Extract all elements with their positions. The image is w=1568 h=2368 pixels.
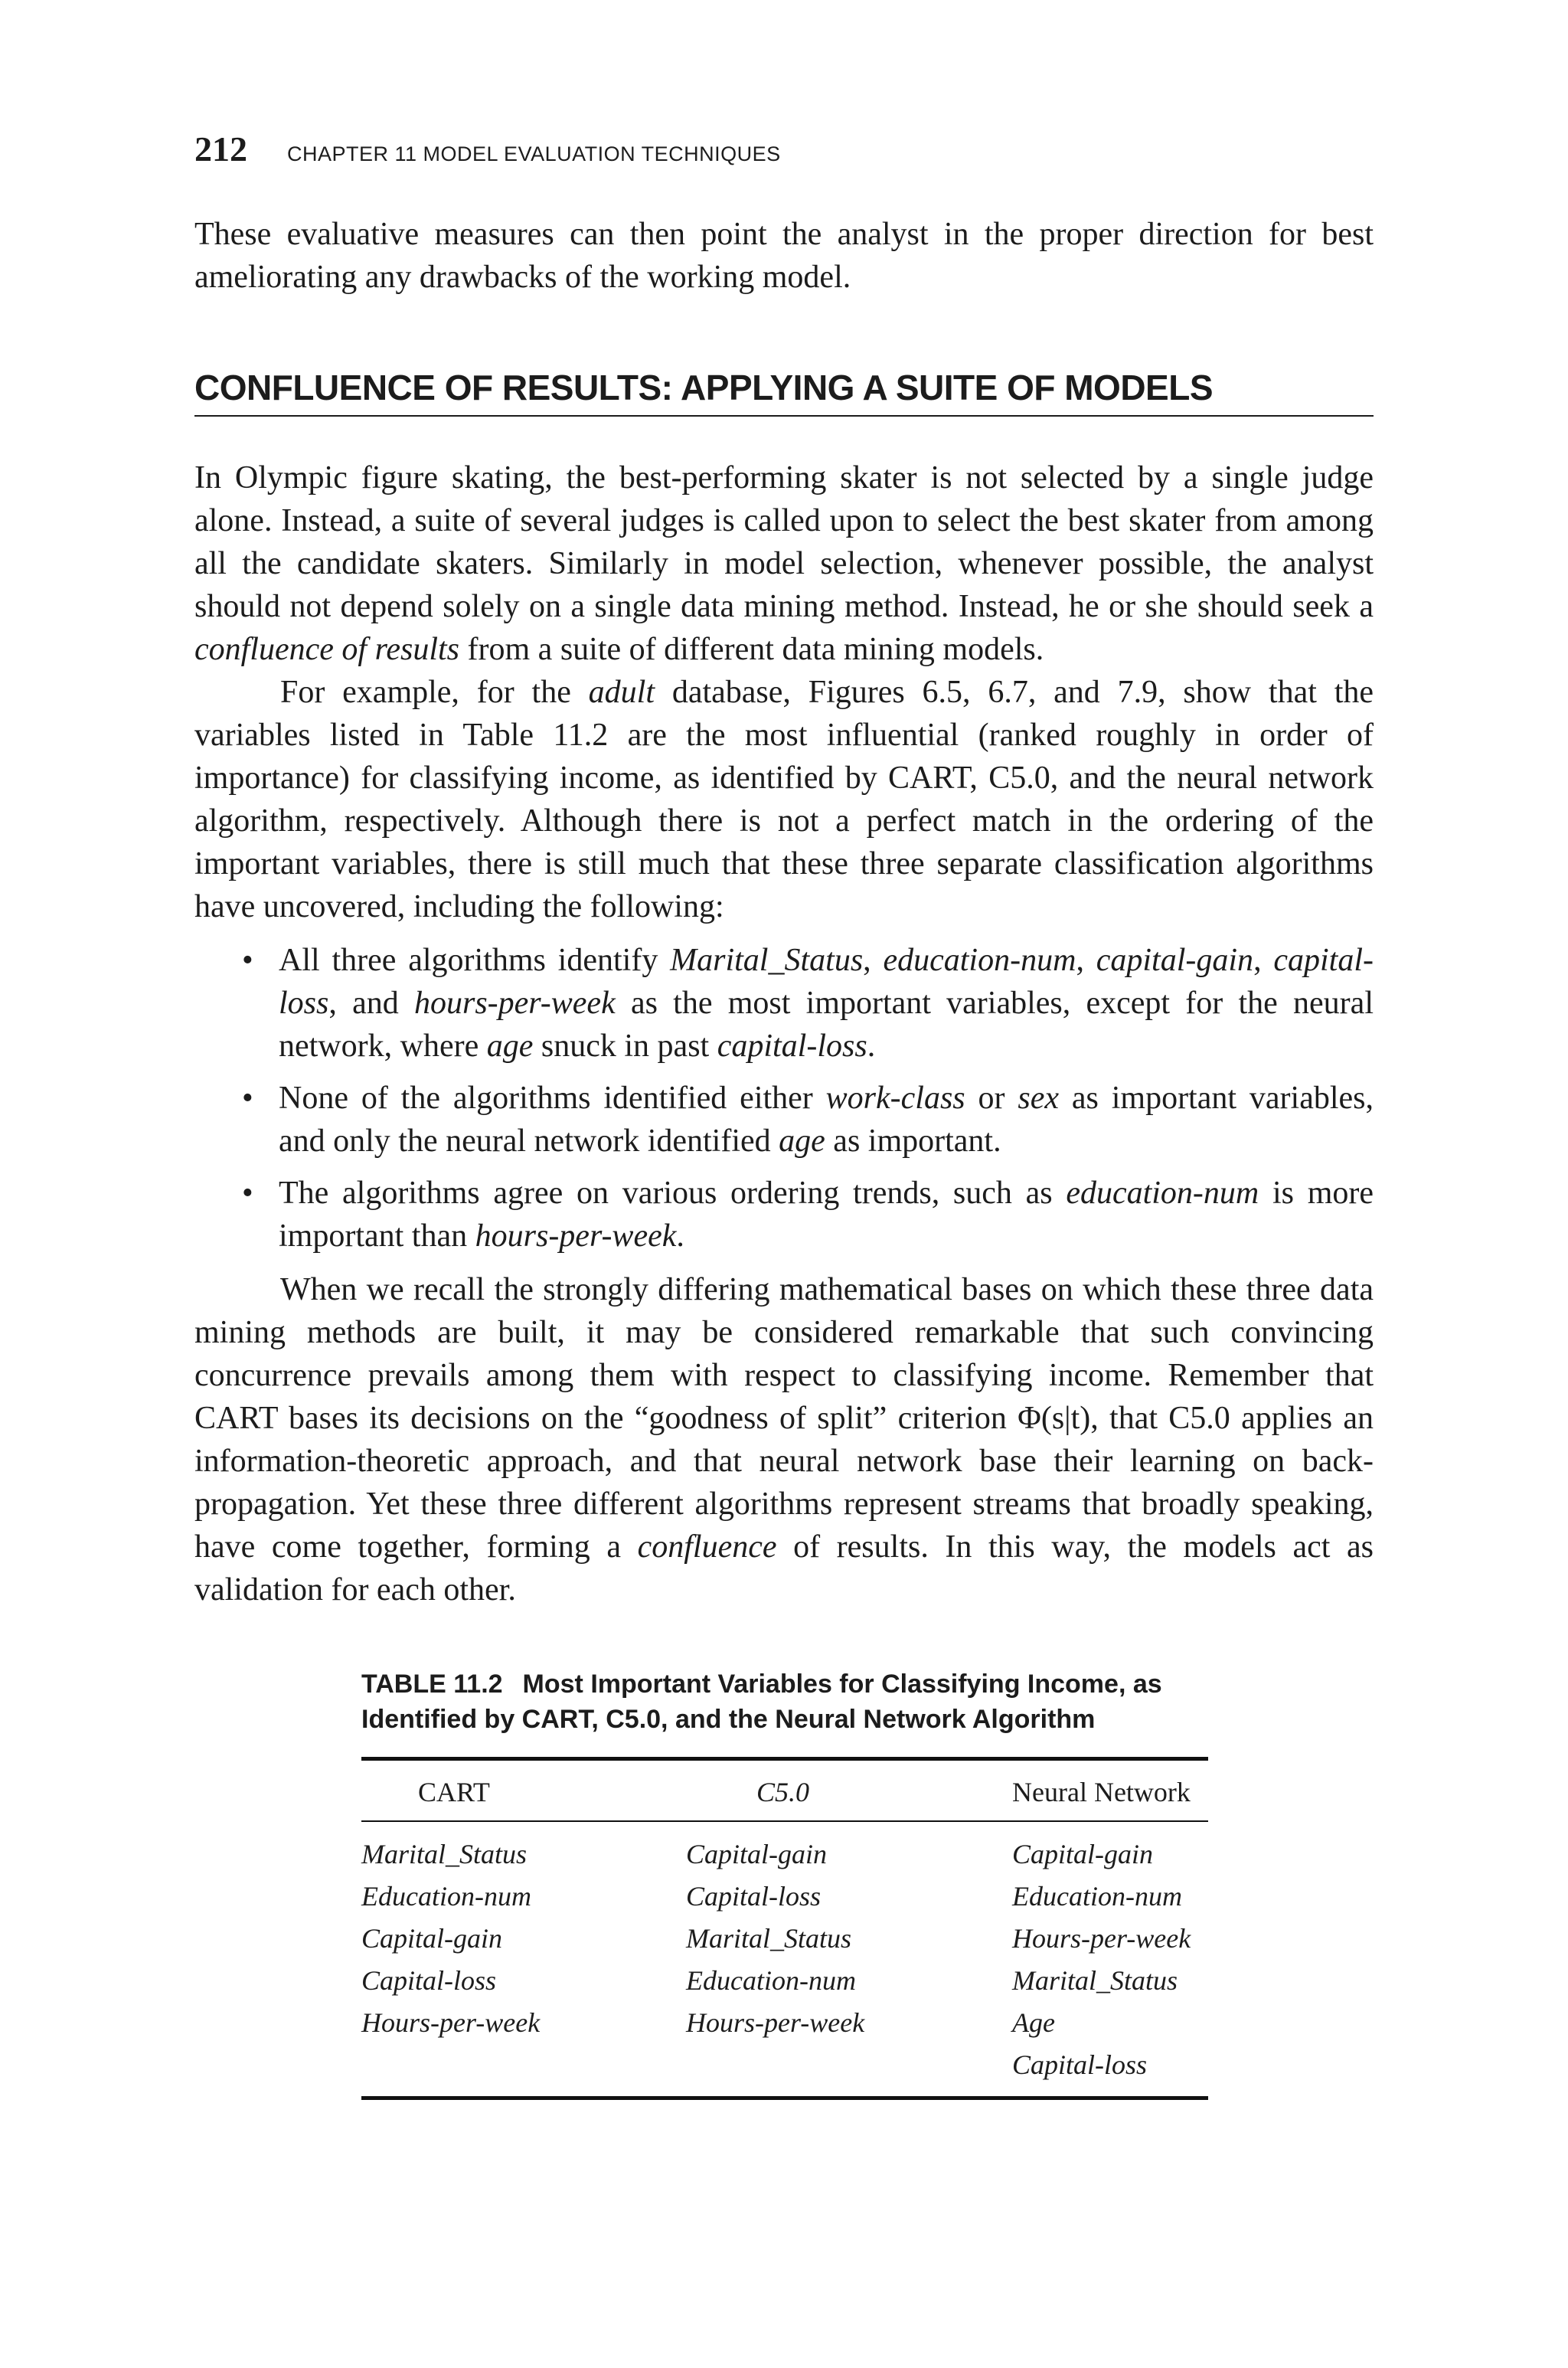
table-cell: Hours-per-week xyxy=(1012,1922,1191,1954)
table-cell: Marital_Status xyxy=(686,1922,852,1954)
list-item: • The algorithms agree on various ordering trends, such as education-num is more important than hours-per-week. xyxy=(194,1172,1374,1258)
table-row xyxy=(361,2043,1208,2098)
section-body xyxy=(194,456,1374,1611)
table-cell: Capital-gain xyxy=(1012,1838,1154,1869)
table-cell: Age xyxy=(1012,2007,1055,2038)
table-cell: Hours-per-week xyxy=(686,2007,865,2038)
list-item: • All three algorithms identify Marital_Status, education-num, capital-gain, capital-loss, and hours-per-week as the most important variables, except for the neural network, where age snuck in past capital-loss. xyxy=(194,939,1374,1068)
table-caption xyxy=(361,1666,1208,1737)
variables-table xyxy=(361,1757,1208,2100)
table-caption-text: Most Important Variables for Classifying Income, as Identified by CART, C5.0, and the Neural Network Algorithm xyxy=(361,1670,1162,1734)
column-header-neural-network: Neural Network xyxy=(1012,1759,1208,1822)
table-cell xyxy=(686,2043,1012,2098)
table-cell: Education-num xyxy=(686,1964,856,1996)
paragraph-3: When we recall the strongly differing mathematical bases on which these three data mining methods are built, it may be considered remarkable that such convincing concurrence prevails among them with respect to classifying income. Remember that CART bases its decisions on the “goodness of split” criterion Φ(s|t), that C5.0 applies an information-theoretic approach, and that neural network base their learning on back-propagation. Yet these three different algorithms represent streams that broadly speaking, have come together, forming a confluence of results. In this way, the models act as validation for each other. xyxy=(194,1272,1374,1608)
table-row xyxy=(361,1917,1208,1959)
intro-paragraph: These evaluative measures can then point the analyst in the proper direction for best ameliorating any drawbacks of the working model. xyxy=(194,217,1374,295)
table-cell: Capital-gain xyxy=(686,1838,828,1869)
running-head xyxy=(194,129,781,169)
table-cell: Hours-per-week xyxy=(361,2007,541,2038)
table-label: TABLE 11.2 xyxy=(361,1670,503,1699)
table-row xyxy=(361,1875,1208,1917)
table-cell: Marital_Status xyxy=(1012,1964,1178,1996)
paragraph-2: For example, for the adult database, Figures 6.5, 6.7, and 7.9, show that the variables listed in Table 11.2 are the most influential (ranked roughly in order of importance) for classifying income, as identified by CART, C5.0, and the neural network algorithm, respectively. Although there is not a perfect match in the ordering of the important variables, there is still much that these three separate classification algorithms have uncovered, including the following: xyxy=(194,675,1374,924)
table-cell: Education-num xyxy=(1012,1880,1182,1912)
column-header-cart: CART xyxy=(361,1759,686,1822)
list-item: • None of the algorithms identified either work-class or sex as important variables, and only the neural network identified age as important. xyxy=(194,1077,1374,1163)
table-header-row xyxy=(361,1759,1208,1822)
table-cell: Capital-gain xyxy=(361,1922,503,1954)
column-header-c50: C5.0 xyxy=(686,1759,1012,1822)
table-row xyxy=(361,2001,1208,2043)
table-cell: Education-num xyxy=(361,1880,531,1912)
paragraph-1: In Olympic figure skating, the best-performing skater is not selected by a single judge alone. Instead, a suite of several judges is called upon to select the best skater from among all the candidate skaters. Similarly in model selection, whenever possible, the analyst should not depend solely on a single data mining method. Instead, he or she should seek a confluence of results from a suite of different data mining models. xyxy=(194,460,1374,667)
table-cell: Capital-loss xyxy=(361,1964,497,1996)
findings-list xyxy=(194,939,1374,1258)
table-cell: Marital_Status xyxy=(361,1838,528,1869)
table-11-2 xyxy=(361,1666,1208,2100)
chapter-title: CHAPTER 11 MODEL EVALUATION TECHNIQUES xyxy=(287,142,781,165)
section-heading: CONFLUENCE OF RESULTS: APPLYING A SUITE OF MODELS xyxy=(194,366,1374,417)
table-row xyxy=(361,1959,1208,2001)
table-row xyxy=(361,1821,1208,1875)
page-number: 212 xyxy=(194,129,247,168)
table-cell: Capital-loss xyxy=(1012,2043,1208,2098)
table-cell xyxy=(361,2043,686,2098)
table-cell: Capital-loss xyxy=(686,1880,822,1912)
